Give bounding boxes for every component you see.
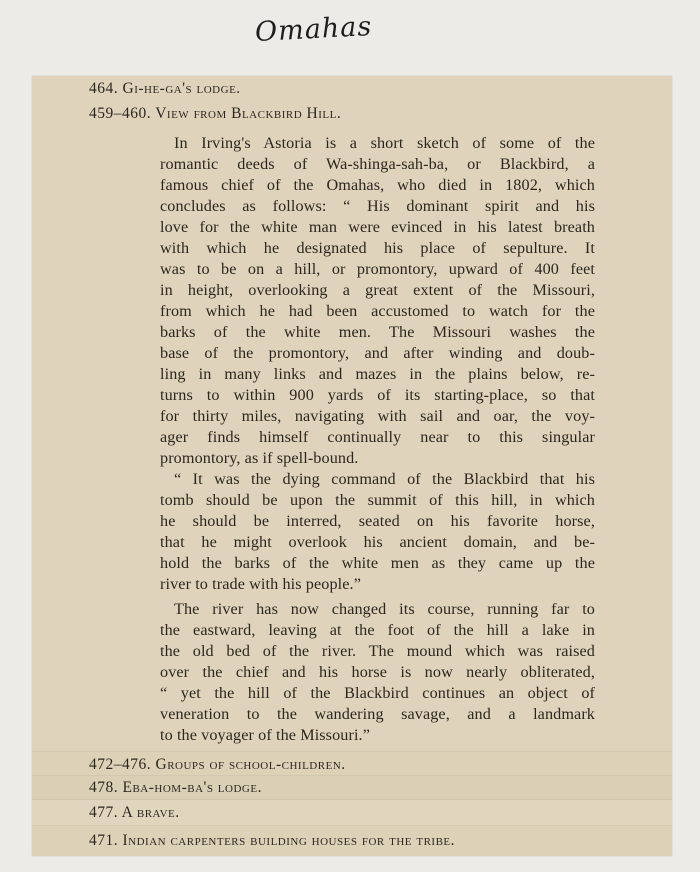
text-line: turns to within 900 yards of its starting-place, so that: [160, 386, 595, 404]
text-line: veneration to the wandering savage, and a landmark: [160, 705, 595, 723]
text-line: tomb should be upon the summit of this hill, in which: [160, 491, 595, 509]
text-line: ling in many links and mazes in the plains below, re-: [160, 365, 595, 383]
text-line: “ It was the dying command of the Blackbird that his: [174, 470, 595, 488]
heading-number: 477.: [89, 804, 119, 821]
text-line: was to be on a hill, or promontory, upward of 400 feet: [160, 260, 595, 278]
text-line: over the chief and his horse is now nearly obliterated,: [160, 663, 595, 681]
text-line: barks of the white men. The Missouri washes the: [160, 323, 595, 341]
text-line: ager finds himself continually near to this singular: [160, 428, 595, 446]
heading-text: A brave.: [121, 804, 180, 821]
text-line: the eastward, leaving at the foot of the hill a lake in: [160, 621, 595, 639]
heading-text: Gi-he-ga's lodge.: [122, 80, 241, 97]
heading-blackbird-hill: [89, 105, 341, 123]
text-line: river to trade with his people.”: [160, 575, 361, 593]
heading-a-brave: [89, 804, 180, 822]
text-line: romantic deeds of Wa-shinga-sah-ba, or Blackbird, a: [160, 155, 595, 173]
text-line: promontory, as if spell-bound.: [160, 449, 359, 467]
text-line: to the voyager of the Missouri.”: [160, 726, 370, 744]
heading-number: 478.: [89, 779, 119, 796]
text-line: he should be interred, seated on his favorite horse,: [160, 512, 595, 530]
heading-text: Groups of school-children.: [155, 756, 346, 773]
text-line: the old bed of the river. The mound which was raised: [160, 642, 595, 660]
heading-text: View from Blackbird Hill.: [155, 105, 342, 122]
text-line: that he might overlook his ancient domain, and be-: [160, 533, 595, 551]
heading-number: 472–476.: [89, 756, 152, 773]
heading-gi-he-ga-lodge: [89, 80, 241, 98]
text-line: from which he had been accustomed to watch for the: [160, 302, 595, 320]
text-line: “ yet the hill of the Blackbird continues an object of: [160, 684, 595, 702]
heading-number: 471.: [89, 832, 119, 849]
text-line: love for the white man were evinced in his latest breath: [160, 218, 595, 236]
heading-school-children: [89, 756, 346, 774]
text-line: In Irving's Astoria is a short sketch of some of the: [174, 134, 595, 152]
text-line: with which he designated his place of sepulture. It: [160, 239, 595, 257]
text-line: for thirty miles, navigating with sail and oar, the voy-: [160, 407, 595, 425]
handwritten-title: Omahas: [254, 10, 373, 49]
text-line: concludes as follows: “ His dominant spirit and his: [160, 197, 595, 215]
heading-indian-carpenters: [89, 832, 455, 850]
heading-text: Indian carpenters building houses for the tribe.: [122, 832, 456, 849]
text-line: base of the promontory, and after winding and doub-: [160, 344, 595, 362]
text-line: The river has now changed its course, running far to: [174, 600, 595, 618]
text-line: hold the barks of the white men as they came up the: [160, 554, 595, 572]
heading-number: 464.: [89, 80, 119, 97]
text-line: famous chief of the Omahas, who died in 1802, which: [160, 176, 595, 194]
text-line: in height, overlooking a great extent of the Missouri,: [160, 281, 595, 299]
heading-eba-hom-ba-lodge: [89, 779, 262, 797]
heading-number: 459–460.: [89, 105, 152, 122]
heading-text: Eba-hom-ba's lodge.: [122, 779, 262, 796]
